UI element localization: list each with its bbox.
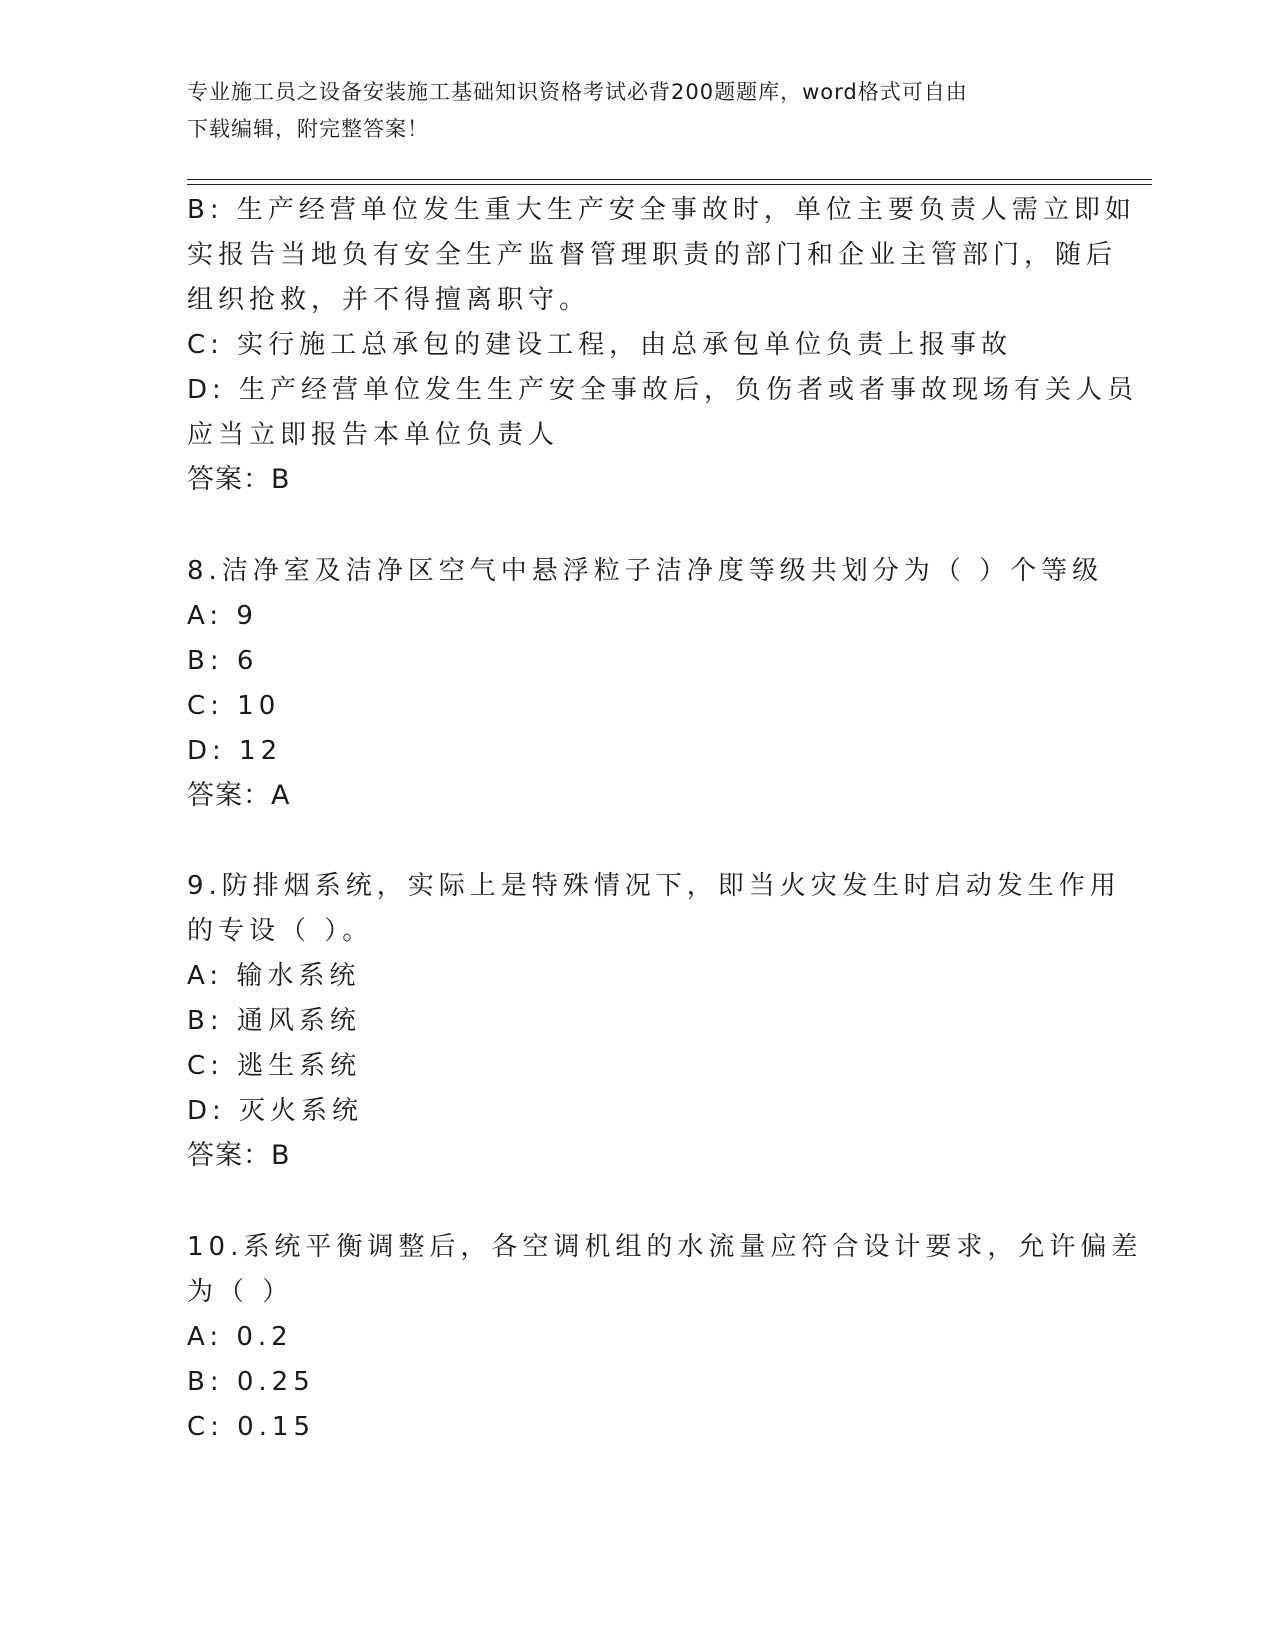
q8-option-d: D: 12: [187, 736, 283, 766]
q9-question-line-1: 9.防排烟系统，实际上是特殊情况下，即当火灾发生时启动发生作用: [187, 871, 1121, 901]
q7-option-b-line-3: 组织抢救，并不得擅离职守。: [187, 285, 591, 315]
q7-option-b-line-1: B: 生产经营单位发生重大生产安全事故时，单位主要负责人需立即如: [187, 195, 1136, 225]
q7-option-b-line-2: 实报告当地负有安全生产监督管理职责的部门和企业主管部门，随后: [187, 240, 1118, 270]
header-line-1: 专业施工员之设备安装施工基础知识资格考试必背200题题库，word格式可自由: [187, 80, 968, 104]
q9-option-c: C: 逃生系统: [187, 1051, 362, 1081]
q10-question-line-2: 为（ ）: [187, 1277, 294, 1307]
q9-option-d: D: 灭火系统: [187, 1096, 364, 1126]
q10-option-b: B: 0.25: [187, 1367, 315, 1397]
q7-option-d-line-2: 应当立即报告本单位负责人: [187, 420, 560, 450]
q8-option-b: B: 6: [187, 646, 259, 676]
q8-option-a: A: 9: [187, 601, 258, 631]
q8-answer: 答案：A: [187, 780, 291, 811]
q10-option-c: C: 0.15: [187, 1412, 316, 1442]
header-divider-bottom: [187, 184, 1152, 185]
q9-option-b: B: 通风系统: [187, 1006, 361, 1036]
q9-question-line-2: 的专设（ ）。: [187, 916, 374, 946]
header-divider-top: [187, 179, 1152, 180]
q10-option-a: A: 0.2: [187, 1322, 293, 1352]
q10-question-line-1: 10.系统平衡调整后，各空调机组的水流量应符合设计要求，允许偏差: [187, 1232, 1143, 1262]
q9-answer: 答案：B: [187, 1140, 291, 1171]
q8-question: 8.洁净室及洁净区空气中悬浮粒子洁净度等级共划分为（ ）个等级: [187, 556, 1104, 586]
header-line-2: 下载编辑，附完整答案！: [187, 117, 429, 141]
q8-option-c: C: 10: [187, 691, 281, 721]
document-header: [187, 74, 1087, 148]
q9-option-a: A: 输水系统: [187, 961, 361, 991]
q7-answer: 答案：B: [187, 464, 291, 495]
q7-option-d-line-1: D: 生产经营单位发生生产安全事故后，负伤者或者事故现场有关人员: [187, 375, 1139, 405]
q7-option-c: C: 实行施工总承包的建设工程，由总承包单位负责上报事故: [187, 330, 1013, 360]
